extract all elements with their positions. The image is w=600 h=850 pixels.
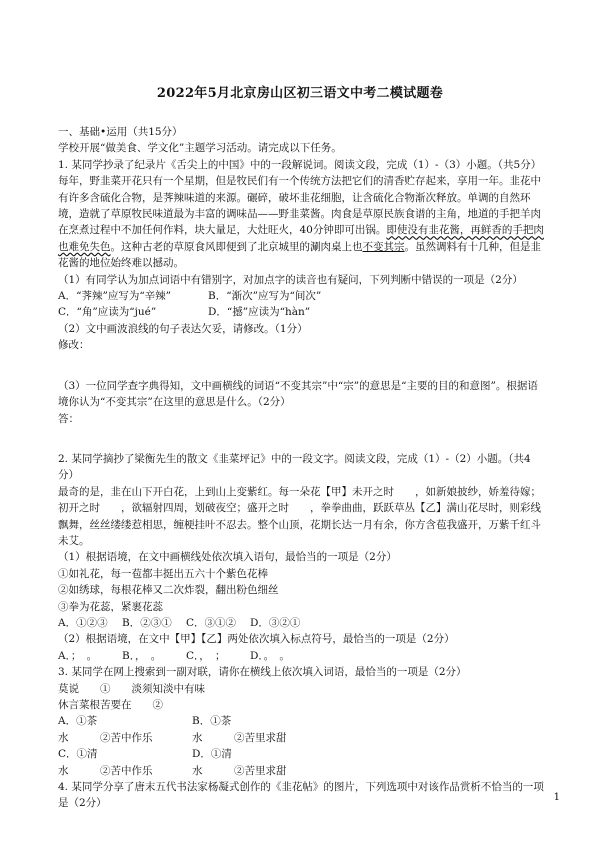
- q2-passage: 最奇的是，韭在山下开白花，上到山上变紫红。每一朵花【甲】未开之时 ，如新娘披纱，娇羞待嫁；初开之时 ，欲辐射四周，划破夜空；盛开之时 ，拳拳曲曲，跃跃草丛【乙】满山花尽时，则彩线飘舞，丝丝缕缕惹相思，缠梗挂叶不忍去。整个山顶，花期长达一月有余，你方含苞我盛开，万紫千红斗未艾。: [58, 485, 541, 547]
- q1-sub1-options-row1: [58, 288, 546, 304]
- q3-option-c-1: C．①清水: [58, 748, 98, 777]
- q2-sub2-stem: （2）根据语境，在文中【甲】【乙】两处依次填入标点符号，最恰当的一项是（2分）: [58, 633, 455, 646]
- q1-sub1-stem: （1）有同学认为加点词语中有错别字，对加点字的读音也有疑问，下列判断中错误的一项是（2分）: [58, 273, 523, 286]
- q1-sub3-stem: （3）一位同学查字典得知，文中画横线的词语“不变其宗”中“宗”的意思是“主要的目的和意图”。根据语境你认为“不变其宗”在这里的意思是什么。（2分）: [58, 379, 538, 409]
- q1-sub1-option-d: D．“撼”应读为“hàn”: [208, 306, 311, 319]
- q1-passage-mid: 。这种古老的草原食风即便到了北京城里的涮肉桌上也: [110, 240, 363, 253]
- q2-sub1-options: [58, 615, 546, 631]
- q3-options-row1: [58, 713, 546, 746]
- q2-sub2-option-a: A．； 。: [58, 649, 98, 662]
- q2-sub1-item-1: ①如礼花，每一苞都丰挺出五六十个紫色花棒: [58, 567, 268, 580]
- q2-stem: 2. 某同学摘抄了梁衡先生的散文《韭菜坪记》中的一段文字。阅读文段，完成（1）-（2）小题。（共4分）: [58, 452, 531, 482]
- q2-sub2-option-c: C．， ；: [186, 649, 226, 662]
- section-heading: 一、基础•运用（共15分）: [58, 126, 183, 138]
- q3-couplet-line2: 休言菜根苦要在 ②: [58, 699, 163, 711]
- q2-sub1-option-d: D．③②①: [250, 616, 301, 629]
- q3-option-a-1: A．①茶水: [58, 715, 98, 744]
- q3-option-b-2: ②苦里求甜: [234, 731, 287, 744]
- q1-stem: 1. 某同学抄录了纪录片《舌尖上的中国》中的一段解说词。阅读文段，完成（1）-（3）小题。（共5分）: [58, 158, 542, 171]
- q3-stem: 3. 某同学在网上搜索到一副对联，请你在横线上依次填入词语，最恰当的一项是（2分）: [58, 666, 467, 679]
- q2-sub1-item-3: ③拳为花蕊，紧裹花蕊: [58, 600, 163, 613]
- section-intro: 学校开展“做美食、学文化”主题学习活动。请完成以下任务。: [58, 142, 342, 155]
- q1-sub2-answer-label: 修改：: [58, 339, 90, 352]
- q2-sub2-option-d: D．。 。: [250, 649, 290, 662]
- q2-sub2-options: [58, 648, 546, 664]
- q1-sub2-stem: （2）文中画波浪线的句子表达欠妥，请修改。（1分）: [58, 322, 308, 335]
- q3-option-a-2: ②苦中作乐: [100, 731, 153, 744]
- document-body: [58, 124, 546, 812]
- q3-option-b-1: B．①茶水: [192, 715, 232, 744]
- q1-passage-before: 每年，野韭菜开花只有一个星期，但是牧民们有一个传统方法把它们的清香贮存起来，享用一年。韭花中有许多含硫化合物，是荠辣味道的来源。碾碎，破坏韭花细胞，让含硫化合物渐次释放。单调的自然环境，造就了草原牧民味道最为丰富的调味品——野韭菜酱。肉食是草原民族食谱的主角，地道的手把羊肉在烹煮过程中不加任何作料，块大量足，大灶旺火，40分钟即可出锅。: [58, 175, 541, 237]
- q3-option-d-1: D．①清水: [192, 748, 232, 777]
- q3-couplet-line1: 莫说 ① 淡须知淡中有味: [58, 682, 205, 695]
- q1-sub3-answer-label: 答：: [58, 412, 79, 425]
- q2-sub2-option-b: B．， 。: [122, 649, 162, 662]
- q2-sub1-stem: （1）根据语境，在文中画横线处依次填入语句，最恰当的一项是（2分）: [58, 551, 397, 564]
- q4-stem: 4. 某同学分享了唐末五代书法家杨凝式创作的《韭花帖》的图片，下列选项中对该作品赏析不恰当的一项是（2分）: [58, 781, 544, 810]
- q1-sub1-option-b: B．“渐次”应写为“间次”: [208, 290, 322, 303]
- q1-sub1-option-c: C．“角”应读为“jué”: [58, 306, 157, 319]
- q1-sub1-options-row2: [58, 304, 546, 320]
- q1-underlined-phrase: 不变其宗: [362, 240, 405, 253]
- page-title: 2022年5月北京房山区初三语文中考二模试题卷: [156, 86, 444, 101]
- q3-option-d-2: ②苦里求甜: [234, 764, 287, 777]
- page-number: 1: [553, 792, 560, 803]
- q1-wavy-sentence: 即使没有韭花酱，再鲜香的手把肉也难免失色: [58, 224, 544, 253]
- q1-sub1-option-a: A．“荠辣”应写为“辛辣”: [58, 290, 172, 303]
- q3-option-c-2: ②苦中作乐: [100, 764, 153, 777]
- q2-sub1-option-a: A．①②③: [58, 616, 108, 629]
- q2-sub1-option-c: C．③①②: [186, 616, 237, 629]
- q1-passage: [58, 173, 546, 271]
- q2-sub1-item-2: ②如绣球，每根花棒又二次炸裂，翻出粉色细丝: [58, 584, 279, 597]
- q3-options-row2: [58, 746, 546, 779]
- q1-passage-end: 。虽然调料有十几种，但是韭花酱的地位始终难以撼动。: [58, 240, 541, 270]
- q2-sub1-option-b: B．②③①: [122, 616, 172, 629]
